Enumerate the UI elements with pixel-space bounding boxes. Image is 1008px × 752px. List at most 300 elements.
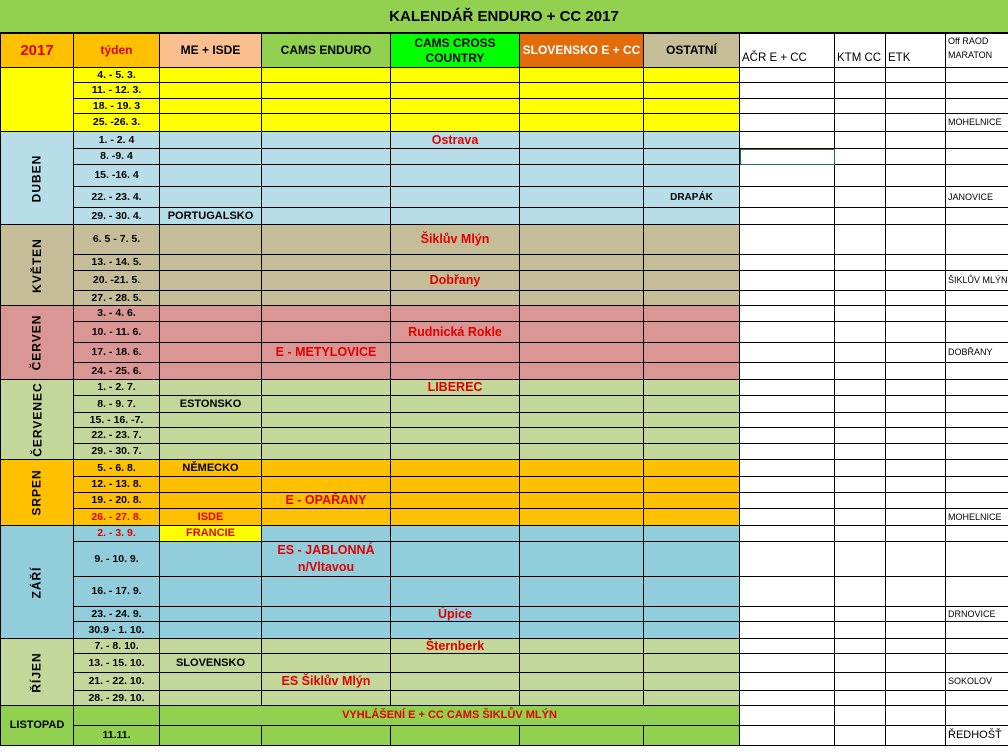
- cc-cell[interactable]: [391, 622, 520, 639]
- cc-cell[interactable]: Ostrava: [391, 132, 520, 149]
- etk-cell[interactable]: [886, 673, 946, 691]
- month-cell[interactable]: [1, 526, 74, 639]
- ktm-cell[interactable]: [835, 132, 886, 149]
- date-cell[interactable]: 1. - 2. 7.: [74, 380, 160, 396]
- acr-cell[interactable]: [740, 83, 835, 99]
- etk-cell[interactable]: [886, 99, 946, 114]
- etk-cell[interactable]: [886, 187, 946, 208]
- ostatni-cell[interactable]: [644, 343, 740, 363]
- ktm-cell[interactable]: [835, 460, 886, 477]
- offroad-cell[interactable]: [946, 165, 1008, 187]
- ostatni-cell[interactable]: [644, 99, 740, 114]
- offroad-cell[interactable]: [946, 706, 1008, 726]
- me-cell[interactable]: [160, 380, 262, 396]
- etk-cell[interactable]: [886, 726, 946, 746]
- enduro-cell[interactable]: [262, 165, 391, 187]
- cc-cell[interactable]: LIBEREC: [391, 380, 520, 396]
- enduro-cell[interactable]: [262, 132, 391, 149]
- month-cell[interactable]: [1, 460, 74, 526]
- acr-cell[interactable]: [740, 255, 835, 271]
- cc-cell[interactable]: [391, 542, 520, 577]
- me-cell[interactable]: ISDE: [160, 509, 262, 526]
- slovensko-cell[interactable]: [520, 607, 644, 622]
- ostatni-cell[interactable]: [644, 493, 740, 509]
- ostatni-cell[interactable]: [644, 577, 740, 607]
- slovensko-cell[interactable]: [520, 460, 644, 477]
- ktm-cell[interactable]: [835, 291, 886, 306]
- cc-cell[interactable]: [391, 526, 520, 542]
- ostatni-cell[interactable]: DRAPÁK: [644, 187, 740, 208]
- ostatni-cell[interactable]: [644, 477, 740, 493]
- offroad-cell[interactable]: [946, 306, 1008, 322]
- ostatni-cell[interactable]: [644, 380, 740, 396]
- acr-cell[interactable]: [740, 114, 835, 132]
- ktm-cell[interactable]: [835, 149, 886, 165]
- ostatni-cell[interactable]: [644, 542, 740, 577]
- acr-cell[interactable]: [740, 493, 835, 509]
- month-cell[interactable]: LISTOPAD: [1, 706, 74, 746]
- cams-cc-header[interactable]: CAMS CROSS COUNTRY: [391, 34, 520, 68]
- enduro-cell[interactable]: [262, 114, 391, 132]
- date-cell[interactable]: 16. - 17. 9.: [74, 577, 160, 607]
- slovensko-cell[interactable]: [520, 291, 644, 306]
- cc-cell[interactable]: [391, 291, 520, 306]
- slovensko-cell[interactable]: [520, 428, 644, 444]
- enduro-cell[interactable]: [262, 322, 391, 343]
- ktm-cell[interactable]: [835, 654, 886, 673]
- etk-cell[interactable]: [886, 428, 946, 444]
- enduro-cell[interactable]: [262, 99, 391, 114]
- date-cell[interactable]: 9. - 10. 9.: [74, 542, 160, 577]
- date-cell[interactable]: 11. - 12. 3.: [74, 83, 160, 99]
- enduro-cell[interactable]: [262, 271, 391, 291]
- ostatni-cell[interactable]: [644, 413, 740, 428]
- offroad-cell[interactable]: ŘEDHOŠŤ: [946, 726, 1008, 746]
- acr-cell[interactable]: [740, 607, 835, 622]
- ostatni-cell[interactable]: [644, 607, 740, 622]
- ktm-cell[interactable]: [835, 306, 886, 322]
- ostatni-cell[interactable]: [644, 83, 740, 99]
- offroad-cell[interactable]: [946, 208, 1008, 225]
- cc-cell[interactable]: [391, 691, 520, 706]
- me-cell[interactable]: [160, 225, 262, 255]
- me-cell[interactable]: [160, 673, 262, 691]
- cc-cell[interactable]: Úpice: [391, 607, 520, 622]
- cc-cell[interactable]: [391, 654, 520, 673]
- ostatni-cell[interactable]: [644, 639, 740, 654]
- ostatni-cell[interactable]: [644, 396, 740, 413]
- ostatni-cell[interactable]: [644, 322, 740, 343]
- ktm-cell[interactable]: [835, 726, 886, 746]
- date-cell[interactable]: 22. - 23. 4.: [74, 187, 160, 208]
- enduro-cell[interactable]: [262, 577, 391, 607]
- date-cell[interactable]: 19. - 20. 8.: [74, 493, 160, 509]
- acr-cell[interactable]: [740, 673, 835, 691]
- enduro-cell[interactable]: [262, 187, 391, 208]
- acr-cell[interactable]: [740, 343, 835, 363]
- me-isde-header[interactable]: ME + ISDE: [160, 34, 262, 68]
- etk-cell[interactable]: [886, 132, 946, 149]
- enduro-cell[interactable]: [262, 526, 391, 542]
- ostatni-cell[interactable]: [644, 149, 740, 165]
- ostatni-cell[interactable]: [644, 526, 740, 542]
- me-cell[interactable]: [160, 607, 262, 622]
- etk-cell[interactable]: [886, 542, 946, 577]
- acr-cell[interactable]: [740, 542, 835, 577]
- ktm-cell[interactable]: [835, 255, 886, 271]
- enduro-cell[interactable]: ES Šiklův Mlýn: [262, 673, 391, 691]
- slovensko-cell[interactable]: [520, 380, 644, 396]
- slovensko-cell[interactable]: [520, 691, 644, 706]
- acr-cell[interactable]: [740, 380, 835, 396]
- cc-cell[interactable]: [391, 577, 520, 607]
- ktm-cell[interactable]: [835, 99, 886, 114]
- offroad-cell[interactable]: [946, 622, 1008, 639]
- enduro-cell[interactable]: [262, 306, 391, 322]
- date-cell[interactable]: 8. - 9. 7.: [74, 396, 160, 413]
- enduro-cell[interactable]: [262, 255, 391, 271]
- enduro-cell[interactable]: [262, 208, 391, 225]
- me-cell[interactable]: SLOVENSKO: [160, 654, 262, 673]
- slovensko-cell[interactable]: [520, 413, 644, 428]
- offroad-cell[interactable]: ŠIKLŮV MLÝN: [946, 271, 1008, 291]
- month-cell[interactable]: [1, 225, 74, 306]
- slovensko-cell[interactable]: [520, 225, 644, 255]
- ostatni-cell[interactable]: [644, 673, 740, 691]
- date-cell[interactable]: 13. - 14. 5.: [74, 255, 160, 271]
- ostatni-cell[interactable]: [644, 114, 740, 132]
- month-cell[interactable]: [1, 380, 74, 460]
- date-cell[interactable]: 23. - 24. 9.: [74, 607, 160, 622]
- ktm-cell[interactable]: [835, 428, 886, 444]
- ostatni-cell[interactable]: [644, 428, 740, 444]
- enduro-cell[interactable]: E - OPAŘANY: [262, 493, 391, 509]
- acr-cell[interactable]: [740, 322, 835, 343]
- ktm-cell[interactable]: [835, 271, 886, 291]
- offroad-cell[interactable]: [946, 444, 1008, 460]
- acr-cell[interactable]: [740, 654, 835, 673]
- ostatni-cell[interactable]: [644, 363, 740, 380]
- enduro-cell[interactable]: [262, 607, 391, 622]
- cc-cell[interactable]: [391, 413, 520, 428]
- ostatni-cell[interactable]: [644, 654, 740, 673]
- slovensko-header[interactable]: SLOVENSKO E + CC: [520, 34, 644, 68]
- offroad-cell[interactable]: [946, 396, 1008, 413]
- cc-cell[interactable]: [391, 114, 520, 132]
- slovensko-cell[interactable]: [520, 622, 644, 639]
- offroad-cell[interactable]: [946, 477, 1008, 493]
- ktm-cell[interactable]: [835, 363, 886, 380]
- cc-cell[interactable]: [391, 396, 520, 413]
- offroad-cell[interactable]: [946, 413, 1008, 428]
- cams-enduro-header[interactable]: CAMS ENDURO: [262, 34, 391, 68]
- cc-cell[interactable]: [391, 99, 520, 114]
- etk-cell[interactable]: [886, 577, 946, 607]
- etk-cell[interactable]: [886, 639, 946, 654]
- ostatni-cell[interactable]: [644, 622, 740, 639]
- ostatni-cell[interactable]: [644, 225, 740, 255]
- slovensko-cell[interactable]: [520, 343, 644, 363]
- ostatni-cell[interactable]: [644, 68, 740, 83]
- me-cell[interactable]: [160, 99, 262, 114]
- ktm-cell[interactable]: [835, 322, 886, 343]
- date-cell[interactable]: 27. - 28. 5.: [74, 291, 160, 306]
- acr-cell[interactable]: [740, 526, 835, 542]
- enduro-cell[interactable]: [262, 639, 391, 654]
- enduro-cell[interactable]: [262, 460, 391, 477]
- acr-cell[interactable]: [740, 363, 835, 380]
- enduro-cell[interactable]: [262, 654, 391, 673]
- date-cell[interactable]: 2. - 3. 9.: [74, 526, 160, 542]
- ktm-cell[interactable]: [835, 343, 886, 363]
- offroad-cell[interactable]: [946, 493, 1008, 509]
- acr-cell[interactable]: [740, 477, 835, 493]
- ktm-cell[interactable]: [835, 673, 886, 691]
- etk-cell[interactable]: [886, 691, 946, 706]
- offroad-cell[interactable]: [946, 255, 1008, 271]
- ostatni-cell[interactable]: [644, 132, 740, 149]
- etk-cell[interactable]: [886, 654, 946, 673]
- date-cell[interactable]: 10. - 11. 6.: [74, 322, 160, 343]
- slovensko-cell[interactable]: [520, 83, 644, 99]
- acr-cell[interactable]: [740, 68, 835, 83]
- offroad-cell[interactable]: [946, 639, 1008, 654]
- me-cell[interactable]: [160, 306, 262, 322]
- enduro-cell[interactable]: [262, 477, 391, 493]
- etk-cell[interactable]: [886, 363, 946, 380]
- enduro-cell[interactable]: [262, 691, 391, 706]
- me-cell[interactable]: [160, 255, 262, 271]
- me-cell[interactable]: [160, 187, 262, 208]
- etk-cell[interactable]: [886, 477, 946, 493]
- etk-cell[interactable]: [886, 607, 946, 622]
- month-cell[interactable]: [1, 306, 74, 380]
- enduro-cell[interactable]: [262, 622, 391, 639]
- offroad-cell[interactable]: [946, 322, 1008, 343]
- cc-cell[interactable]: [391, 673, 520, 691]
- me-cell[interactable]: [160, 363, 262, 380]
- etk-cell[interactable]: [886, 444, 946, 460]
- slovensko-cell[interactable]: [520, 639, 644, 654]
- enduro-cell[interactable]: ES - JABLONNÁ n/Vltavou: [262, 542, 391, 577]
- enduro-cell[interactable]: [262, 444, 391, 460]
- date-cell[interactable]: 8. -9. 4: [74, 149, 160, 165]
- me-cell[interactable]: [160, 477, 262, 493]
- me-cell[interactable]: [160, 691, 262, 706]
- date-cell[interactable]: 29. - 30. 4.: [74, 208, 160, 225]
- ktm-cell[interactable]: [835, 444, 886, 460]
- offroad-cell[interactable]: [946, 380, 1008, 396]
- me-cell[interactable]: [160, 83, 262, 99]
- me-cell[interactable]: [160, 444, 262, 460]
- etk-cell[interactable]: [886, 165, 946, 187]
- acr-cell[interactable]: [740, 208, 835, 225]
- offroad-cell[interactable]: [946, 428, 1008, 444]
- ktm-cell[interactable]: [835, 691, 886, 706]
- me-cell[interactable]: [160, 165, 262, 187]
- date-cell[interactable]: 29. - 30. 7.: [74, 444, 160, 460]
- ktm-cell[interactable]: [835, 622, 886, 639]
- date-cell[interactable]: 21. - 22. 10.: [74, 673, 160, 691]
- date-cell[interactable]: 22. - 23. 7.: [74, 428, 160, 444]
- acr-cell[interactable]: [740, 396, 835, 413]
- acr-cell[interactable]: [740, 225, 835, 255]
- date-cell[interactable]: 3. - 4. 6.: [74, 306, 160, 322]
- acr-cell[interactable]: [740, 691, 835, 706]
- acr-cell[interactable]: [740, 726, 835, 746]
- date-cell[interactable]: 7. - 8. 10.: [74, 639, 160, 654]
- date-cell[interactable]: 15. - 16. -7.: [74, 413, 160, 428]
- me-cell[interactable]: [160, 68, 262, 83]
- etk-cell[interactable]: [886, 255, 946, 271]
- offroad-cell[interactable]: MOHELNICE: [946, 114, 1008, 132]
- etk-cell[interactable]: [886, 225, 946, 255]
- etk-cell[interactable]: [886, 306, 946, 322]
- ostatni-cell[interactable]: [644, 509, 740, 526]
- enduro-cell[interactable]: E - METYLOVICE: [262, 343, 391, 363]
- etk-cell[interactable]: [886, 114, 946, 132]
- cc-cell[interactable]: [391, 187, 520, 208]
- ktm-cell[interactable]: [835, 577, 886, 607]
- date-cell[interactable]: 12. - 13. 8.: [74, 477, 160, 493]
- ktm-cell[interactable]: [835, 396, 886, 413]
- me-cell[interactable]: [160, 114, 262, 132]
- cc-cell[interactable]: [391, 363, 520, 380]
- cc-cell[interactable]: [391, 509, 520, 526]
- offroad-cell[interactable]: [946, 577, 1008, 607]
- slovensko-cell[interactable]: [520, 271, 644, 291]
- month-cell[interactable]: [1, 132, 74, 225]
- cc-cell[interactable]: [391, 477, 520, 493]
- etk-cell[interactable]: [886, 460, 946, 477]
- ktm-cell[interactable]: [835, 380, 886, 396]
- cc-cell[interactable]: [391, 306, 520, 322]
- slovensko-cell[interactable]: [520, 114, 644, 132]
- enduro-cell[interactable]: [262, 428, 391, 444]
- acr-cell[interactable]: [740, 271, 835, 291]
- ktm-cell[interactable]: [835, 165, 886, 187]
- date-cell[interactable]: 11.11.: [74, 726, 160, 746]
- ktm-cell[interactable]: [835, 83, 886, 99]
- me-cell[interactable]: FRANCIE: [160, 526, 262, 542]
- cc-cell[interactable]: [391, 255, 520, 271]
- acr-cell[interactable]: [740, 706, 835, 726]
- acr-cell[interactable]: [740, 306, 835, 322]
- me-cell[interactable]: ESTONSKO: [160, 396, 262, 413]
- ostatni-header[interactable]: OSTATNÍ: [644, 34, 740, 68]
- offroad-cell[interactable]: MOHELNICE: [946, 509, 1008, 526]
- ktm-cell[interactable]: [835, 706, 886, 726]
- ostatni-cell[interactable]: [644, 255, 740, 271]
- date-cell[interactable]: 30.9 - 1. 10.: [74, 622, 160, 639]
- me-cell[interactable]: [160, 622, 262, 639]
- offroad-cell[interactable]: [946, 99, 1008, 114]
- cc-cell[interactable]: [391, 208, 520, 225]
- offroad-cell[interactable]: [946, 149, 1008, 165]
- offroad-cell[interactable]: [946, 291, 1008, 306]
- cc-cell[interactable]: [391, 83, 520, 99]
- ostatni-cell[interactable]: [644, 444, 740, 460]
- etk-cell[interactable]: [886, 271, 946, 291]
- date-cell[interactable]: 24. - 25. 6.: [74, 363, 160, 380]
- enduro-cell[interactable]: [262, 380, 391, 396]
- cc-cell[interactable]: [391, 444, 520, 460]
- slovensko-cell[interactable]: [520, 477, 644, 493]
- slovensko-cell[interactable]: [520, 726, 644, 746]
- slovensko-cell[interactable]: [520, 132, 644, 149]
- acr-cell[interactable]: [740, 132, 835, 149]
- offroad-cell[interactable]: [946, 363, 1008, 380]
- ktm-cell[interactable]: [835, 477, 886, 493]
- offroad-cell[interactable]: [946, 83, 1008, 99]
- slovensko-cell[interactable]: [520, 654, 644, 673]
- slovensko-cell[interactable]: [520, 526, 644, 542]
- offroad-cell[interactable]: [946, 654, 1008, 673]
- offroad-cell[interactable]: [946, 691, 1008, 706]
- acr-cell[interactable]: [740, 291, 835, 306]
- cc-cell[interactable]: [391, 428, 520, 444]
- date-cell[interactable]: 1. - 2. 4: [74, 132, 160, 149]
- etk-cell[interactable]: [886, 322, 946, 343]
- slovensko-cell[interactable]: [520, 149, 644, 165]
- ktm-cell[interactable]: [835, 493, 886, 509]
- cc-cell[interactable]: [391, 149, 520, 165]
- slovensko-cell[interactable]: [520, 493, 644, 509]
- offroad-header[interactable]: Off RAOD MARATON: [946, 34, 1008, 68]
- acr-cell[interactable]: [740, 428, 835, 444]
- offroad-cell[interactable]: [946, 526, 1008, 542]
- ostatni-cell[interactable]: [644, 208, 740, 225]
- slovensko-cell[interactable]: [520, 99, 644, 114]
- ktm-cell[interactable]: [835, 187, 886, 208]
- slovensko-cell[interactable]: [520, 577, 644, 607]
- ostatni-cell[interactable]: [644, 306, 740, 322]
- date-cell[interactable]: 5. - 6. 8.: [74, 460, 160, 477]
- etk-cell[interactable]: [886, 291, 946, 306]
- slovensko-cell[interactable]: [520, 322, 644, 343]
- slovensko-cell[interactable]: [520, 208, 644, 225]
- slovensko-cell[interactable]: [520, 306, 644, 322]
- acr-cell[interactable]: [740, 187, 835, 208]
- ktm-cell[interactable]: [835, 68, 886, 83]
- enduro-cell[interactable]: [262, 413, 391, 428]
- me-cell[interactable]: [160, 149, 262, 165]
- ostatni-cell[interactable]: [644, 726, 740, 746]
- date-cell[interactable]: 18. - 19. 3: [74, 99, 160, 114]
- cc-cell[interactable]: [391, 726, 520, 746]
- acr-cell[interactable]: [740, 165, 835, 187]
- etk-header[interactable]: ETK: [886, 34, 946, 68]
- week-header[interactable]: týden: [74, 34, 160, 68]
- date-cell[interactable]: 15. -16. 4: [74, 165, 160, 187]
- enduro-cell[interactable]: [262, 68, 391, 83]
- slovensko-cell[interactable]: [520, 187, 644, 208]
- enduro-cell[interactable]: [262, 363, 391, 380]
- me-cell[interactable]: [160, 726, 262, 746]
- etk-cell[interactable]: [886, 208, 946, 225]
- me-cell[interactable]: [160, 322, 262, 343]
- date-cell[interactable]: 4. - 5. 3.: [74, 68, 160, 83]
- offroad-cell[interactable]: [946, 225, 1008, 255]
- date-cell[interactable]: 25. -26. 3.: [74, 114, 160, 132]
- etk-cell[interactable]: [886, 380, 946, 396]
- slovensko-cell[interactable]: [520, 673, 644, 691]
- enduro-cell[interactable]: [262, 726, 391, 746]
- etk-cell[interactable]: [886, 526, 946, 542]
- enduro-cell[interactable]: [262, 291, 391, 306]
- acr-cell[interactable]: [740, 444, 835, 460]
- date-cell[interactable]: 13. - 15. 10.: [74, 654, 160, 673]
